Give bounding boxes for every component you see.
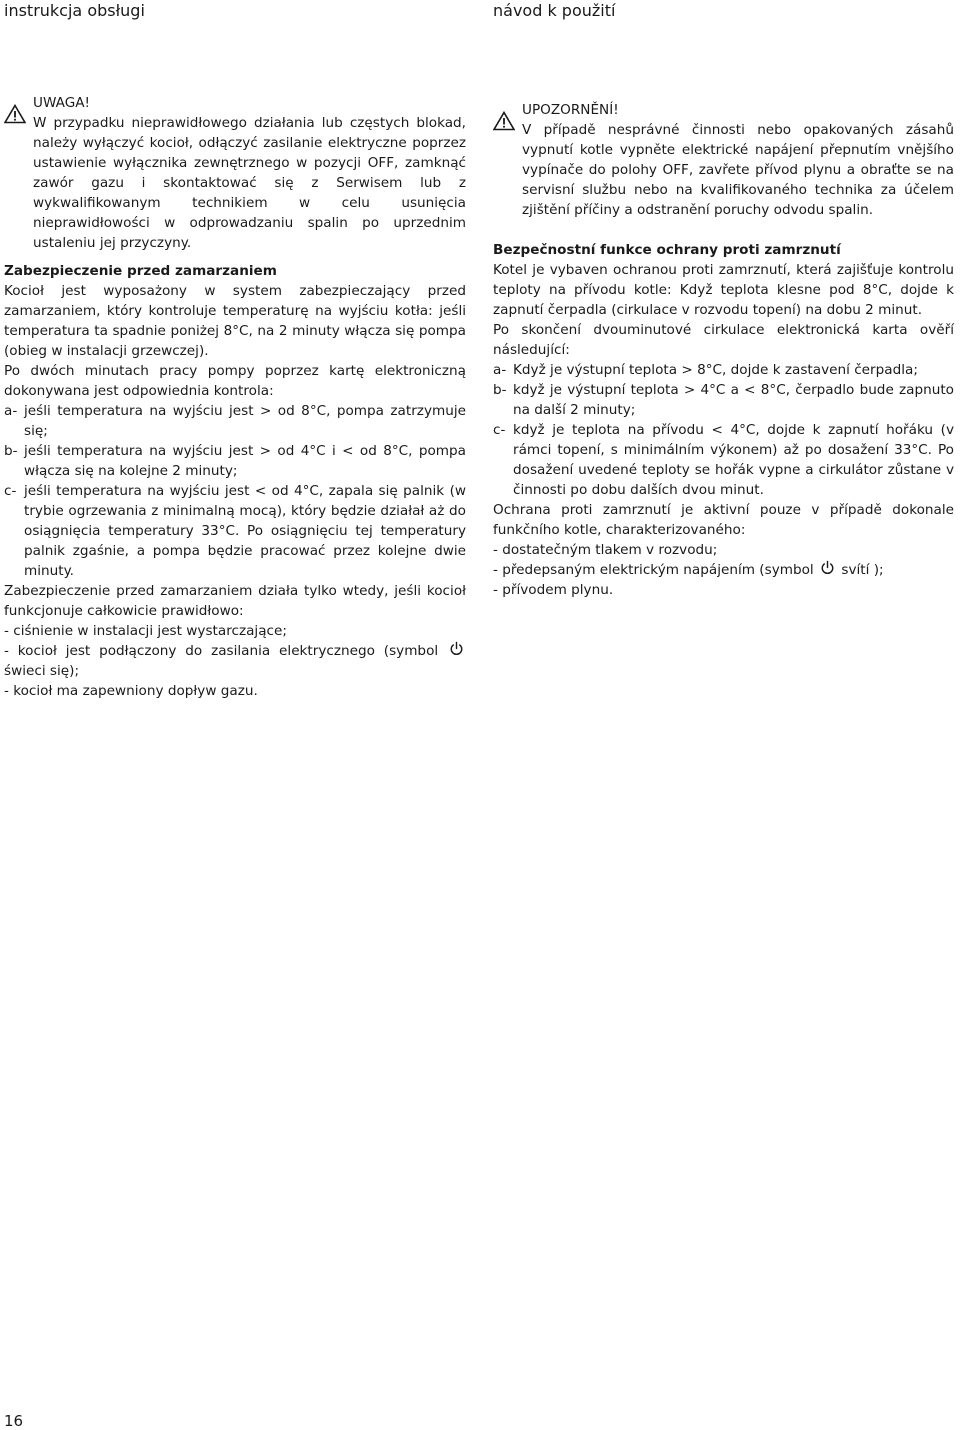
czech-warning-block <box>493 100 954 220</box>
czech-condition-2 <box>493 560 954 580</box>
polish-condition-2 <box>4 641 466 681</box>
polish-section-heading: Zabezpieczenie przed zamarzaniem <box>4 263 277 279</box>
list-item-label: b- <box>4 443 18 459</box>
list-item <box>4 441 466 481</box>
polish-warning-text: W przypadku nieprawidłowego działania lub częstych blokad, należy wyłączyć kocioł, odłączyć zasilanie elektryczne poprzez ustawienie wyłącznika zewnętrznego w pozycji OFF, zamknąć zawór gazu i skontaktować się z Serwisem lub z wykwalifikowanym technikiem w celu usunięcia nieprawidłowości w odprowadzaniu spalin po uprzednim ustaleniu jej przyczyny. <box>33 115 466 251</box>
polish-antifreeze-section <box>4 261 466 701</box>
polish-paragraph-3: Zabezpieczenie przed zamarzaniem działa tylko wtedy, jeśli kocioł funkcjonuje całkowicie prawidłowo: <box>4 583 466 619</box>
list-item-text: Když je výstupní teplota > 8°C, dojde k zastavení čerpadla; <box>513 362 918 378</box>
czech-antifreeze-section <box>493 240 954 600</box>
warning-triangle-icon <box>493 111 515 131</box>
list-item <box>493 380 954 420</box>
list-item-text: jeśli temperatura na wyjściu jest < od 4°C, zapala się palnik (w trybie ogrzewania z minimalną mocą), który będzie działał aż do osiągnięcia temperatury 33°C. Po osiągnięciu tej temperatury palnik zgaśnie, a pompa będzie pracować przez kolejne dwie minuty. <box>24 483 466 579</box>
czech-section-heading: Bezpečnostní funkce ochrany proti zamrznutí <box>493 242 841 258</box>
polish-condition-3: - kocioł ma zapewniony dopływ gazu. <box>4 683 258 699</box>
list-item <box>493 420 954 500</box>
czech-condition-3: - přívodem plynu. <box>493 582 614 598</box>
polish-warning-title: UWAGA! <box>33 95 90 111</box>
list-item-label: c- <box>4 483 17 499</box>
czech-warning-text: V případě nesprávné činnosti nebo opakovaných zásahů vypnutí kotle vypněte elektrické napájení přepnutím vnějšího vypínače do polohy OFF, zavřete přívod plynu a obraťte se na servisní službu nebo na kvalifikovaného technika za účelem zjištění příčiny a odstranění poruchy odvodu spalin. <box>522 122 954 218</box>
polish-condition-2-start: - kocioł jest podłączony do zasilania elektrycznego (symbol <box>4 643 439 659</box>
header-left-title: instrukcja obsługi <box>4 1 145 20</box>
polish-condition-2-end: świeci się); <box>4 663 80 679</box>
list-item-label: c- <box>493 422 506 438</box>
polish-paragraph-1: Kocioł jest wyposażony w system zabezpieczający przed zamarzaniem, który kontroluje temperaturę na wyjściu kotła: jeśli temperatura ta spadnie poniżej 8°C, na 2 minuty włącza się pompa (obieg w instalacji grzewczej). <box>4 283 466 359</box>
power-icon <box>449 641 464 656</box>
list-item <box>4 401 466 441</box>
page-number: 16 <box>4 1412 24 1430</box>
list-item-text: když je teplota na přívodu < 4°C, dojde k zapnutí hořáku (v rámci topení, s minimálním výkonem) až po dosažení 33°C. Po dosažení uvedené teploty se hořák vypne a cirkulátor zůstane v činnosti po dobu dalších dvou minut. <box>513 422 954 498</box>
polish-warning-block <box>4 93 466 253</box>
header-right-title: návod k použití <box>493 1 616 20</box>
power-icon <box>820 560 835 575</box>
czech-condition-2-start: - předepsaným elektrickým napájením (symbol <box>493 562 814 578</box>
czech-paragraph-2: Po skončení dvouminutové cirkulace elektronická karta ověří následující: <box>493 322 954 358</box>
list-item-text: jeśli temperatura na wyjściu jest > od 4°C i < od 8°C, pompa włącza się na kolejne 2 minuty; <box>24 443 466 479</box>
czech-warning-title: UPOZORNĚNÍ! <box>522 102 619 118</box>
czech-condition-1: - dostatečným tlakem v rozvodu; <box>493 542 718 558</box>
list-item-text: jeśli temperatura na wyjściu jest > od 8°C, pompa zatrzymuje się; <box>24 403 466 439</box>
warning-triangle-icon <box>4 104 26 124</box>
polish-paragraph-2: Po dwóch minutach pracy pompy poprzez kartę elektroniczną dokonywana jest odpowiednia kontrola: <box>4 363 466 399</box>
list-item-label: b- <box>493 382 507 398</box>
list-item-text: když je výstupní teplota > 4°C a < 8°C, čerpadlo bude zapnuto na další 2 minuty; <box>513 382 954 418</box>
polish-condition-1: - ciśnienie w instalacji jest wystarczające; <box>4 623 287 639</box>
list-item-label: a- <box>4 403 18 419</box>
list-item-label: a- <box>493 362 507 378</box>
list-item <box>4 481 466 581</box>
czech-condition-2-end: svítí ); <box>841 562 884 578</box>
czech-paragraph-3: Ochrana proti zamrznutí je aktivní pouze v případě dokonale funkčního kotle, charakterizovaného: <box>493 502 954 538</box>
list-item <box>493 360 954 380</box>
czech-paragraph-1: Kotel je vybaven ochranou proti zamrznutí, která zajišťuje kontrolu teploty na přívodu kotle: Když teplota klesne pod 8°C, dojde k zapnutí čerpadla (cirkulace v rozvodu topení) na dobu 2 minut. <box>493 262 954 318</box>
